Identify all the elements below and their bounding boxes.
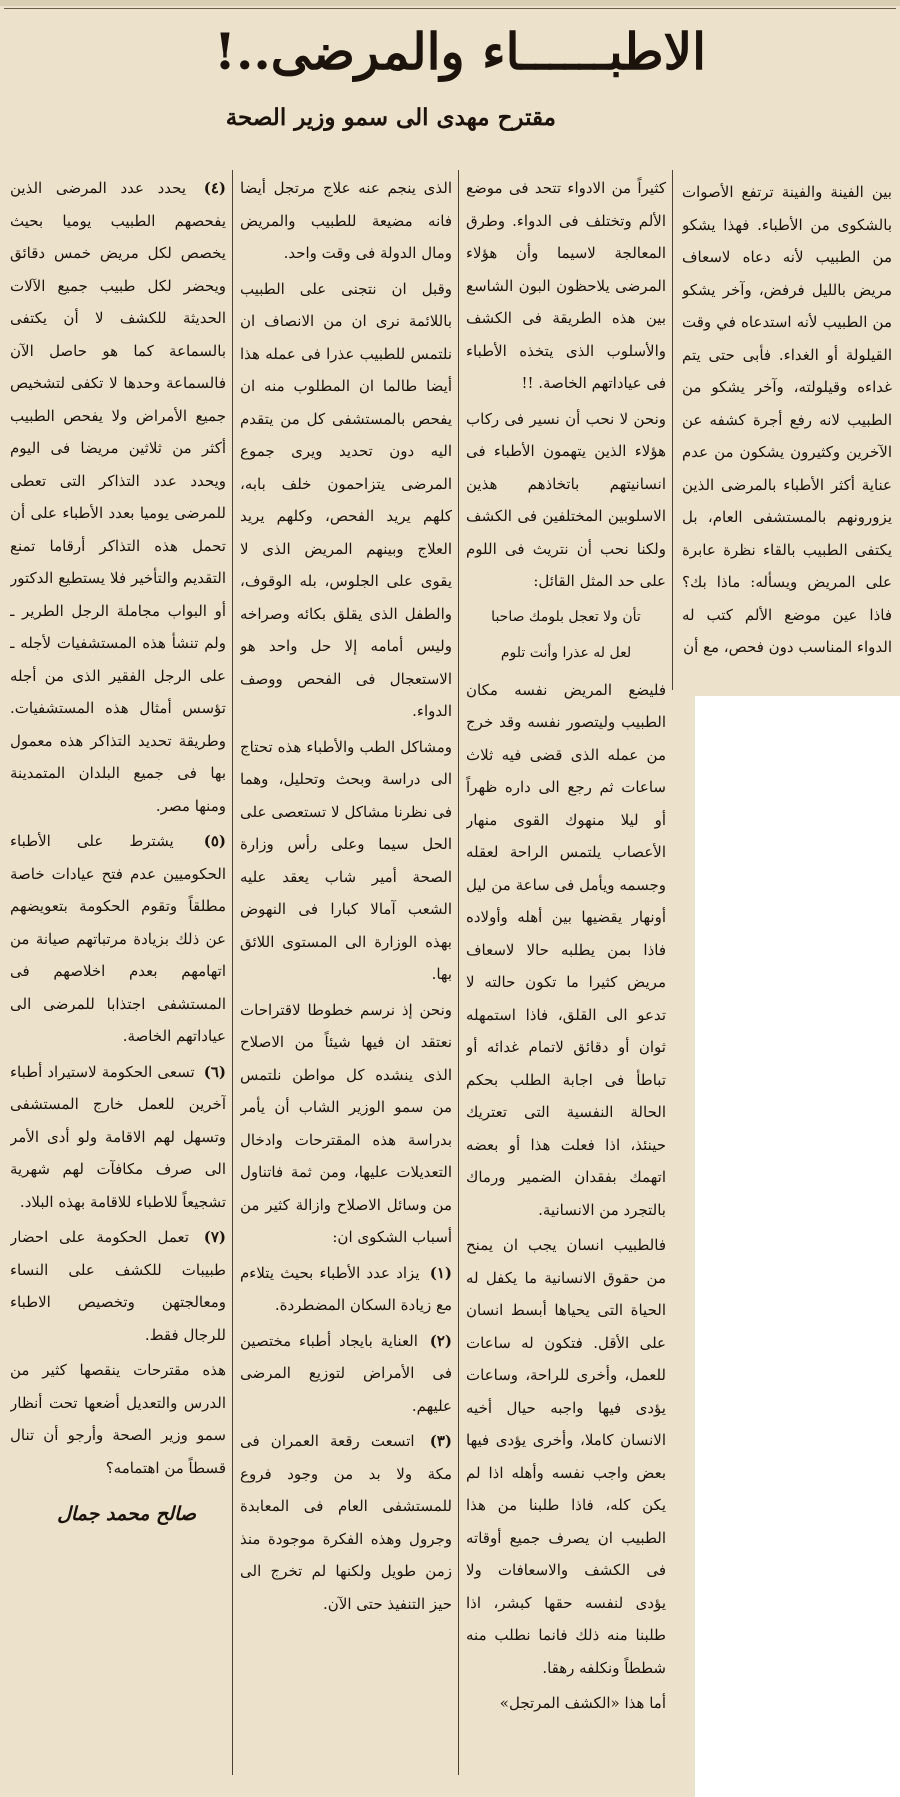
paragraph: وقبل ان نتجنى على الطبيب باللائمة نرى ان من الانصاف ان نلتمس للطبيب عذرا فى عمله هذا أيضا طالما ان المطلوب منه ان يفحص بالمستشفى كل من يتقدم اليه دون تحديد ويرى جموع المرضى يتزاحمون خلف بابه، كلهم يريد الفحص، وكلهم يريد العلاج وبينهم المريض الذى لا يقوى على الجلوس، بله الوقوف، والطفل الذى يقلق بكائه وصراخه وليس أمامه إلا حل واحد هو الاستعجال فى الفحص ووصف الدواء. [240,279,452,720]
item-text: تعمل الحكومة على احضار طبيبات للكشف على النساء ومعالجتهن وتخصيص الاطباء للرجال فقط. [10,1228,226,1344]
headline-rule [4,8,896,9]
paragraph: فالطبيب انسان يجب ان يمنح من حقوق الانسانية ما يكفل له الحياة التى يحياها أبسط انسان على الأقل. فتكون له ساعات للعمل، وأخرى للراحة، وساعات يؤدى فيها واجبه حيال أخيه الانسان كاملا، وأخرى يؤدى فيها بعض واجب نفسه وأهله اذا لم يكن كله، فاذا طلبنا من هذا الطبيب ان يصرف جميع أوقاته فى الكشف والاسعافات ولا يؤدى لنفسه حقها كبشر، اذا طلبنا منه ذلك فانما نطلب منه شططاً ونكلفه رهقا. [466,1236,666,1677]
paragraph: ونحن لا نحب أن نسير فى ركاب هؤلاء الذين يتهمون الأطباء فى انسانيتهم باتخاذهم هذين الاسلوبين المختلفين فى الكشف ولكنا نحب أن نتريث فى اللوم على حد المثل القائل: [466,409,666,590]
item-text: يزاد عدد الأطباء بحيث يتلاءم مع زيادة السكان المضطردة. [240,1263,452,1314]
paragraph: كثيراً من الادواء تتحد فى موضع الألم وتختلف فى الدواء. وطرق المعالجة لاسيما وأن هؤلاء المرضى يلاحظون البون الشاسع بين هذه الطريقة فى الكشف والأسلوب الذى يتخذه الأطباء فى عياداتهم الخاصة. !! [466,179,666,392]
item-number: (٤) [203,179,226,197]
item-text: يشترط على الأطباء الحكوميين عدم فتح عيادات خاصة مطلقاً وتقوم الحكومة بتعويضهم عن ذلك بزيادة مرتباتهم صيانة من اتهامهم بعدم اخلاصهم فى المستشفى اجتذابا للمرضى الى عياداتهم الخاصة. [10,832,226,1045]
article-subtitle: مقترح مهدى الى سمو وزير الصحة [225,104,556,131]
column-separator [672,170,673,690]
item-number: (١) [429,1263,452,1282]
item-number: (٢) [429,1331,452,1350]
paragraph: الذى ينجم عنه علاج مرتجل أيضا فانه مضيعة للطبيب والمريض ومال الدولة فى وقت واحد. [240,179,452,262]
closing-paragraph: هذه مقترحات ينقصها كثير من الدرس والتعديل أضعها تحت أنظار سمو وزير الصحة وأرجو أن تنال قسطاً من اهتمامه؟ [10,1361,226,1477]
numbered-item [10,825,226,1053]
author-signature: صالح محمد جمال [57,1503,196,1525]
numbered-item [240,1257,452,1322]
column-separator [232,170,233,1775]
item-text: تسعى الحكومة لاستيراد أطباء آخرين للعمل خارج المستشفى وتسهل لهم الاقامة ولو أدى الأمر الى صرف مكافآت لهم شهرية تشجيعاً للاطباء للاقامة بهذه البلاد. [10,1062,226,1211]
item-number: (٣) [429,1432,452,1450]
item-number: (٥) [203,832,226,850]
item-text: اتسعت رقعة العمران فى مكة ولا بد من وجود فروع للمستشفى العام فى المعابدة وجرول وهذه الفكرة موجودة منذ زمن طويل ولكنها لم تخرج الى حيز التنفيذ حتى الآن. [240,1432,452,1613]
paragraph: بين الفينة والفينة ترتفع الأصوات بالشكوى من الأطباء. فهذا يشكو من الطبيب لأنه دعاه لاسعاف مريض بالليل فرفض، وآخر يشكو من الطبيب لأنه استدعاه في وقت القيلولة أو الغداء. فأبى حتى يتم غداءه وقيلولته، وآخر يشكو من الطبيب لانه رفع أجرة كشفه عن الآخرين وكثيرون يشكون من عدم عناية أكثر الأطباء بالمرضى الذين يزورونهم بالمستشفى العام، بل يكتفى الطبيب بالقاء نظرة عابرة على المريض ويسأله: ماذا بك؟ فاذا عين موضع الألم كتب له الدواء المناسب دون فحص، مع أن [682,183,892,656]
item-number: (٦) [203,1062,226,1081]
paragraph: فليضع المريض نفسه مكان الطبيب وليتصور نفسه وقد خرج من عمله الذى قضى فيه ثلاث ساعات ثم رجع الى داره ظهراً أو ليلا منهوك القوى منهار الأعصاب يلتمس الراحة لعقله وجسمه ويأمل فى ساعة من ليل أونهار يقضيها بين أهله وأولاده فاذا بمن يطلبه حالا لاسعاف مريض كثيرا ما تكون حالته لا تدعو الى القلق، فاذا استمهله ثوان أو دقائق لاتمام غدائه أو تباطأ فى اجابة الطلب بحكم الحالة النفسية التى تعتريك حينئذ، اذا فعلت هذا أو بعضه اتهمك بفقدان الضمير ورماك بالتجرد من الانسانية. [466,680,666,1219]
paragraph: أما هذا «الكشف المرتجل» [499,1694,666,1712]
poem-verse-2: لعل له عذرا وأنت تلوم [500,644,632,661]
numbered-item [240,1425,452,1620]
article-column-2 [466,172,666,1784]
paragraph: ومشاكل الطب والأطباء هذه تحتاج الى دراسة وبحث وتحليل، وهما فى نظرنا مشاكل لا تستعصى على الحل سيما وعلى رأس وزارة الصحة أمير شاب يعقد عليه الشعب آمالا كبارا فى النهوض بهذه الوزارة الى المستوى اللائق بها. [240,737,452,983]
article-column-3 [240,172,452,1784]
article-headline: الاطبــــــاء والمرضى..! [214,22,706,81]
column-separator [458,170,459,1775]
numbered-item [10,172,226,822]
numbered-item [10,1056,226,1219]
item-text: يحدد عدد المرضى الذين يفحصهم الطبيب يوميا بحيث يخصص لكل مريض خمس دقائق ويحضر لكل طبيب جميع الآلات الحديثة للكشف لا أن يكتفى بالسماعة كما هو حاصل الآن فالسماعة وحدها لا تكفى لتشخيص جميع الأمراض ولا يفحص الطبيب أكثر من ثلاثين مريضا فى اليوم ويحدد عدد التذاكر التى تعطى للمرضى يوميا بعدد الأطباء على أن تحمل هذه التذاكر أرقاما تمنع التقديم والتأخير فلا يستطيع الدكتور أو البواب مجاملة الرجل الطرير ـ ولم تنشأ هذه المستشفيات لأجله ـ على الرجل الفقير الذى من أجله تؤسس أمثال هذه المستشفيات. وطريقة تحديد التذاكر هذه معمول بها فى جميع البلدان المتمدينة ومنها مصر. [10,179,226,815]
poem-verse-1: تأن ولا تعجل بلومك صاحبا [491,608,641,625]
numbered-item [10,1221,226,1351]
paragraph: ونحن إذ نرسم خطوطا لاقتراحات نعتقد ان فيها شيئاً من الاصلاح الذى ينشده كل مواطن نلتمس من سمو الوزير الشاب أن يأمر بدراسة هذه المقترحات وادخال التعديلات عليها، ومن ثمة فاتناول من وسائل الاصلاح وازالة كثير من أسباب الشكوى ان: [240,1000,452,1246]
article-column-4 [10,172,226,1784]
item-number: (٧) [203,1228,226,1246]
numbered-item [240,1325,452,1423]
article-column-1 [682,176,892,686]
item-text: العناية بايجاد أطباء مختصين فى الأمراض لتوزيع المرضى عليهم. [240,1331,452,1415]
